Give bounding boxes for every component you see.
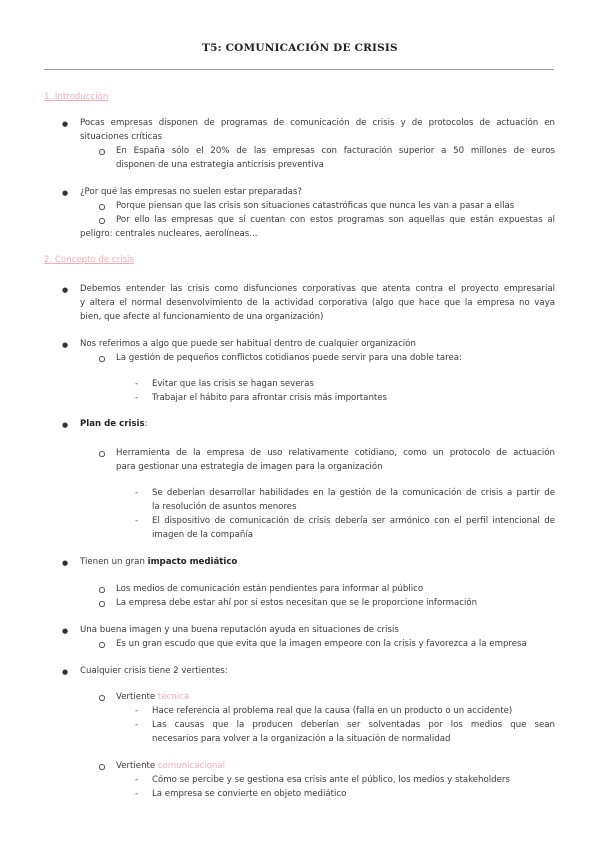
sub-bullet-marker <box>99 764 105 770</box>
paragraph-line: Los medios de comunicación están pendientes para informar al público <box>116 584 424 594</box>
dash-marker: - <box>135 789 139 799</box>
bullet-marker: ● <box>62 120 69 128</box>
paragraph-line: Porque piensan que las crisis son situaciones catastróficas que nunca les van a pasar a ellas <box>116 201 515 211</box>
sub-bullet-marker <box>99 601 105 607</box>
paragraph-line: Nos referimos a algo que puede ser habitual dentro de cualquier organización <box>80 339 416 349</box>
paragraph-line: Evitar que las crisis se hagan severas <box>152 379 314 389</box>
dash-marker: - <box>135 393 139 403</box>
plan-de-crisis-heading: Plan de crisis: <box>80 419 148 429</box>
paragraph-line: peligro: centrales nucleares, aerolíneas... <box>80 229 258 239</box>
paragraph-line: disponen de una estrategia anticrisis preventiva <box>116 160 324 170</box>
paragraph-line: Cómo se percibe y se gestiona esa crisis ante el público, los medios y stakeholders <box>152 775 510 785</box>
paragraph-line: En España sólo el 20% de las empresas con facturación superior a 50 millones de euros <box>116 146 555 156</box>
paragraph-line: la resolución de asuntos menores <box>152 502 297 512</box>
section-heading-concepto[interactable]: 2. Concepto de crisis <box>44 255 134 265</box>
bullet-marker: ● <box>62 627 69 635</box>
bullet-marker: ● <box>62 421 69 429</box>
sub-bullet-marker <box>99 204 105 210</box>
paragraph-line: La empresa se convierte en objeto mediático <box>152 789 347 799</box>
paragraph-line: para gestionar una estrategia de imagen para la organización <box>116 462 383 472</box>
bullet-marker: ● <box>62 286 69 294</box>
bullet-marker: ● <box>62 559 69 567</box>
paragraph-line: Hace referencia al problema real que la causa (falla en un producto o un accidente) <box>152 706 513 716</box>
section-heading-introduccion[interactable]: 1. Introducción <box>44 92 109 102</box>
paragraph-line: Cualquier crisis tiene 2 vertientes: <box>80 666 228 676</box>
paragraph-line: Las causas que la producen deberían ser solventadas por los medios que sean <box>152 720 555 730</box>
sub-bullet-marker <box>99 356 105 362</box>
paragraph-line: Es un gran escudo que que evita que la imagen empeore con la crisis y favorezca a la empresa <box>116 639 527 649</box>
vertiente-tecnica-line: Vertiente técnica <box>116 692 190 702</box>
sub-bullet-marker <box>99 218 105 224</box>
paragraph-line: necesarios para volver a la organización a la situación de normalidad <box>152 734 451 744</box>
paragraph-line: La gestión de pequeños conflictos cotidianos puede servir para una doble tarea: <box>116 353 462 363</box>
bullet-marker: ● <box>62 189 69 197</box>
sub-bullet-marker <box>99 695 105 701</box>
sub-bullet-marker <box>99 642 105 648</box>
vertiente-comunicacional-line: Vertiente comunicacional <box>116 761 226 771</box>
paragraph-line: ¿Por qué las empresas no suelen estar preparadas? <box>80 187 302 197</box>
paragraph-line: bien, que afecte al funcionamiento de una organización) <box>80 312 324 322</box>
dash-marker: - <box>135 379 139 389</box>
paragraph-line: imagen de la compañía <box>152 530 253 540</box>
paragraph-line: Pocas empresas disponen de programas de comunicación de crisis y de protocolos de actuación en <box>80 118 555 128</box>
paragraph-line: y altera el normal desenvolvimiento de la actividad corporativa (algo que hace que la empresa no vaya <box>80 298 555 308</box>
bullet-marker: ● <box>62 341 69 349</box>
paragraph-line: Una buena imagen y una buena reputación ayuda en situaciones de crisis <box>80 625 399 635</box>
impacto-mediatico-line: Tienen un gran impacto mediático <box>80 557 238 567</box>
paragraph-line: El dispositivo de comunicación de crisis debería ser armónico con el perfil intencional de <box>152 516 555 526</box>
paragraph-line: situaciones críticas <box>80 132 163 142</box>
dash-marker: - <box>135 706 139 716</box>
paragraph-line: Por ello las empresas que sí cuentan con estos programas son aquellas que están expuestas al <box>116 215 555 225</box>
page-title: T5: COMUNICACIÓN DE CRISIS <box>202 42 398 54</box>
paragraph-line: Debemos entender las crisis como disfunciones corporativas que atenta contra el proyecto empresarial <box>80 284 555 294</box>
sub-bullet-marker <box>99 587 105 593</box>
dash-marker: - <box>135 488 139 498</box>
paragraph-line: Herramienta de la empresa de uso relativamente cotidiano, como un protocolo de actuación <box>116 448 555 458</box>
dash-marker: - <box>135 775 139 785</box>
paragraph-line: Trabajar el hábito para afrontar crisis más importantes <box>152 393 388 403</box>
sub-bullet-marker <box>99 149 105 155</box>
paragraph-line: Se deberían desarrollar habilidades en la gestión de la comunicación de crisis a partir de <box>152 488 555 498</box>
title-divider <box>44 69 554 70</box>
bullet-marker: ● <box>62 668 69 676</box>
dash-marker: - <box>135 516 139 526</box>
dash-marker: - <box>135 720 139 730</box>
paragraph-line: La empresa debe estar ahí por si estos necesitan que se le proporcione información <box>116 598 478 608</box>
sub-bullet-marker <box>99 451 105 457</box>
